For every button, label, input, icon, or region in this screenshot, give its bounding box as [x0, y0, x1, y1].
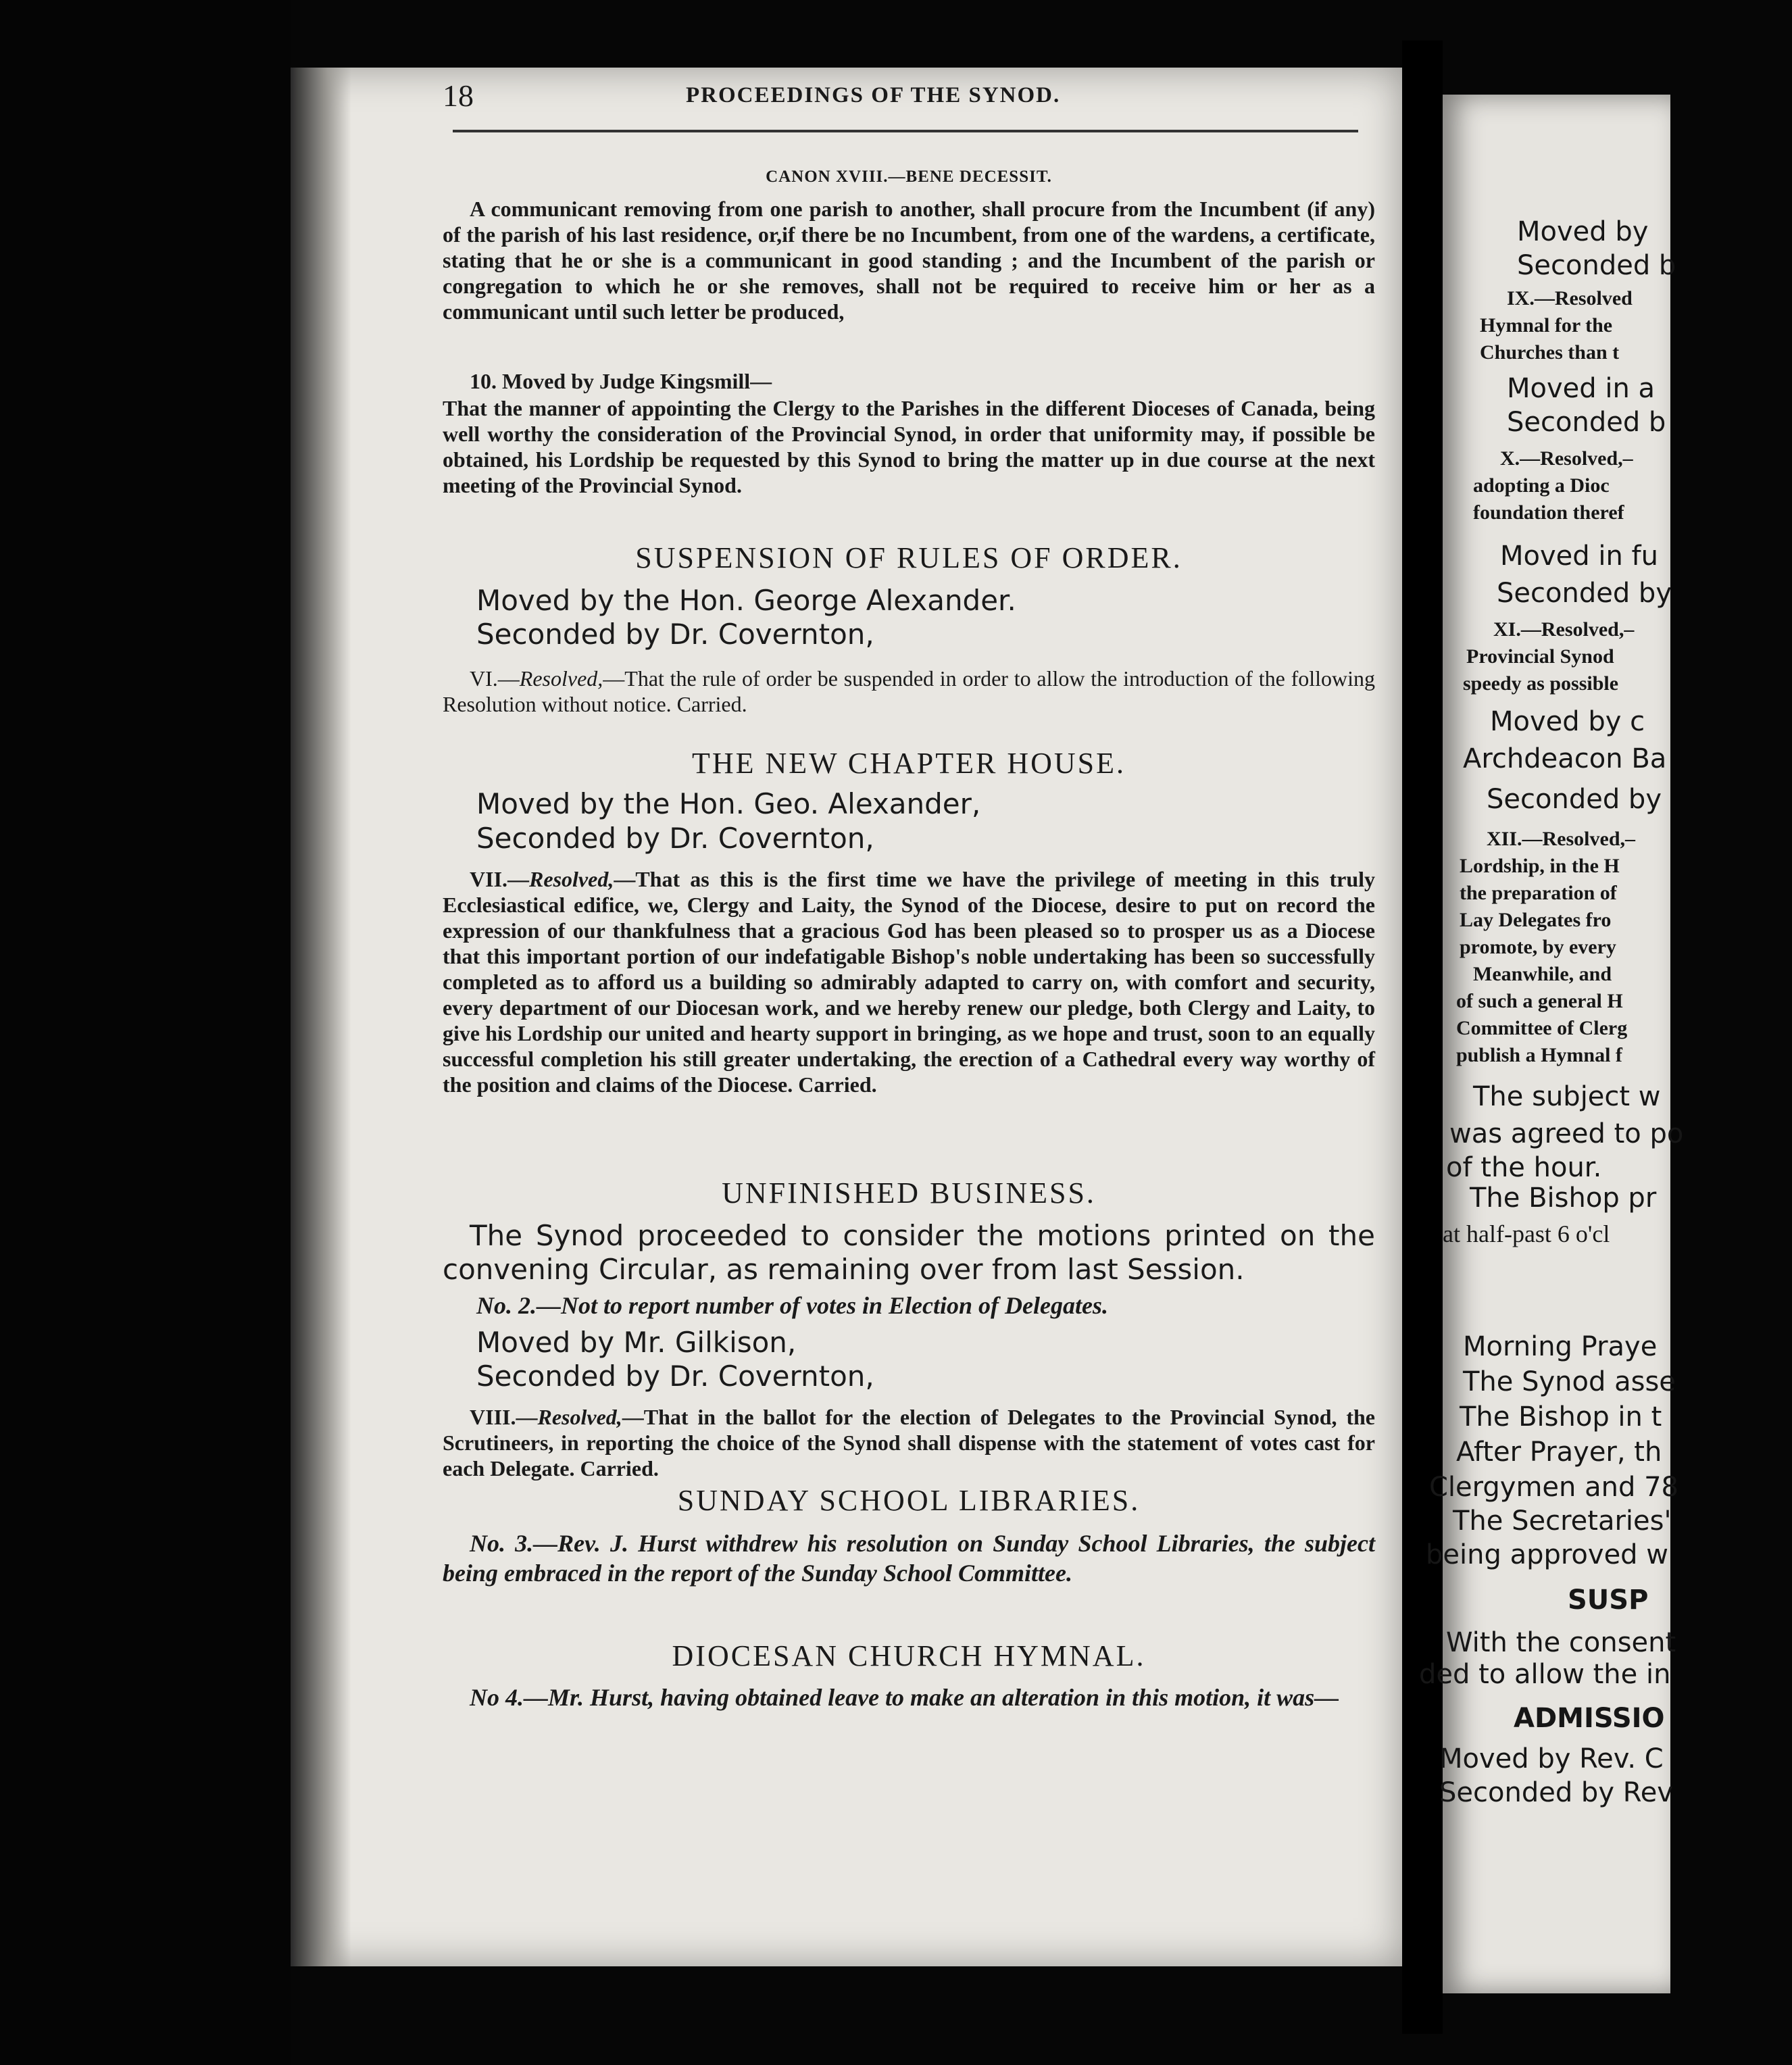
right-line: With the consent	[1446, 1627, 1676, 1658]
right-line: Lay Delegates fro	[1460, 909, 1612, 931]
right-line: speedy as possible	[1463, 672, 1619, 695]
right-line: Meanwhile, and	[1473, 963, 1612, 985]
item10-text: That the manner of appointing the Clergy to the Parishes in the different Dioceses of Canada, being well worthy the consideration of the Provincial Synod, in order that uniformity may, if possible be obtained, his Lordship be requested by this Synod to bring the matter up in due course at the next meeting of the Provincial Synod.	[443, 396, 1375, 497]
resolution-number: VII.—	[470, 867, 530, 891]
right-line: of the hour.	[1446, 1152, 1602, 1183]
right-line: Churches than t	[1480, 341, 1620, 364]
right-line: ADMISSIO	[1514, 1703, 1665, 1734]
right-line: Hymnal for the	[1480, 314, 1613, 337]
right-line: the preparation of	[1460, 882, 1617, 904]
chapter-house-heading: THE NEW CHAPTER HOUSE.	[691, 747, 1126, 780]
right-line: adopting a Dioc	[1473, 474, 1610, 497]
right-line: Morning Praye	[1463, 1331, 1658, 1362]
right-line: Seconded b	[1517, 250, 1676, 281]
right-line: Committee of Clerg	[1456, 1017, 1628, 1039]
right-line: was agreed to po	[1449, 1118, 1684, 1149]
right-line: Seconded by	[1487, 784, 1662, 815]
resolution-number: VIII.—	[470, 1405, 538, 1429]
film-margin-left	[0, 0, 291, 2065]
canon-text: A communicant removing from one parish to another, shall procure from the Incumbent (if any) of the parish of his last residence, or,if there be no Incumbent, from one of the wardens, a certificate, stating that he or she is a communicant in good standing ; and the Incumbent of the parish or congregation to which he or she removes, shall not be required to receive him or her as a communicant until such letter be produced,	[443, 197, 1375, 324]
right-line: being approved w	[1426, 1539, 1669, 1570]
right-line: at half-past 6 o'cl	[1443, 1220, 1610, 1247]
resolved-word: Resolved,	[529, 867, 614, 891]
right-line: Moved by c	[1490, 706, 1645, 737]
right-line: Clergymen and 78	[1429, 1472, 1678, 1503]
right-line: Lordship, in the H	[1460, 855, 1620, 877]
resolution-text: —That the rule of order be suspended in order to allow the introduction of the following Resolution without notice. Carried.	[443, 666, 1375, 716]
resolution-text: —That as this is the first time we have the privilege of meeting in this truly Ecclesiastical edifice, we, Clergy and Laity, the Synod of the Diocese, desire to put on record the expression of our thankfulness that a gracious God has been pleased so to prosper us as a Diocese that this important portion of our indefatigable Bishop's noble undertaking has been so successfully completed as to afford us a building so admirably adapted to carry on, with comfort and security, every department of our Diocesan work, and we hereby renew our pledge, both Clergy and Laity, to give his Lordship our united and hearty support in bringing, as we hope and trust, soon to an equally successful completion his still greater undertaking, the erection of a Cathedral every way worthy of the position and claims of the Diocese. Carried.	[443, 867, 1375, 1097]
hymnal-heading: DIOCESAN CHURCH HYMNAL.	[672, 1639, 1146, 1672]
right-line: Moved by Rev. C	[1439, 1743, 1664, 1774]
resolved-word: Resolved,	[537, 1405, 622, 1429]
right-line: After Prayer, th	[1456, 1437, 1662, 1468]
right-line: The Secretaries'	[1453, 1506, 1672, 1537]
running-header	[443, 78, 1375, 118]
running-title: PROCEEDINGS OF THE SYNOD.	[686, 83, 1061, 107]
canon-heading: CANON XVIII.—BENE DECESSIT.	[766, 168, 1052, 186]
suspension-seconded: Seconded by Dr. Covernton,	[476, 618, 874, 651]
right-line: XII.—Resolved,–	[1487, 828, 1636, 850]
right-line: XI.—Resolved,–	[1493, 618, 1635, 641]
chapter-house-seconded: Seconded by Dr. Covernton,	[476, 822, 874, 855]
resolution-number: VI.—	[470, 666, 520, 691]
chapter-house-moved: Moved by the Hon. Geo. Alexander,	[476, 787, 981, 820]
unfinished-text: The Synod proceeded to consider the motions printed on the convening Circular, as remaining over from last Session.	[443, 1219, 1375, 1286]
resolution-viii	[443, 1404, 1375, 1481]
suspension-moved: Moved by the Hon. George Alexander.	[476, 584, 1016, 617]
unfinished-seconded: Seconded by Dr. Covernton,	[476, 1360, 874, 1393]
right-line: X.—Resolved,–	[1500, 447, 1633, 470]
page-number: 18	[443, 78, 474, 113]
right-line: foundation theref	[1473, 501, 1624, 524]
unfinished-moved: Moved by Mr. Gilkison,	[476, 1326, 797, 1359]
hymnal-text: No 4.—Mr. Hurst, having obtained leave to make an alteration in this motion, it was—	[470, 1684, 1339, 1711]
right-line: Moved in a	[1507, 373, 1656, 404]
right-line: Provincial Synod	[1466, 645, 1614, 668]
right-line: The subject w	[1473, 1081, 1661, 1112]
header-rule	[453, 130, 1358, 132]
resolution-vi	[443, 666, 1375, 717]
unfinished-heading: UNFINISHED BUSINESS.	[722, 1176, 1096, 1210]
right-line: IX.—Resolved	[1507, 287, 1633, 309]
libraries-heading: SUNDAY SCHOOL LIBRARIES.	[677, 1484, 1141, 1517]
right-line: promote, by every	[1460, 936, 1616, 958]
right-line: Seconded by Rev	[1439, 1777, 1673, 1808]
right-line: The Synod asse	[1463, 1366, 1676, 1397]
right-line: Seconded b	[1507, 407, 1666, 438]
right-line: Seconded by	[1497, 578, 1672, 609]
right-line: publish a Hymnal f	[1456, 1044, 1622, 1066]
item10-intro: 10. Moved by Judge Kingsmill—	[470, 369, 772, 393]
right-line: Archdeacon Ba	[1463, 743, 1667, 774]
right-line: Moved by	[1517, 216, 1649, 247]
right-line: The Bishop in t	[1460, 1401, 1662, 1433]
right-line: SUSP	[1568, 1585, 1649, 1616]
libraries-text: No. 3.—Rev. J. Hurst withdrew his resolution on Sunday School Libraries, the subject being embraced in the report of the Sunday School Committee.	[443, 1530, 1375, 1587]
resolved-word: Resolved,	[519, 666, 603, 691]
suspension-heading: SUSPENSION OF RULES OF ORDER.	[635, 541, 1183, 574]
right-line: Moved in fu	[1500, 541, 1658, 572]
book-gutter	[1402, 41, 1443, 2034]
resolution-text: —That in the ballot for the election of Delegates to the Provincial Synod, the Scrutineers, in reporting the choice of the Synod shall dispense with the statement of votes cast for each Delegate. Carried.	[443, 1405, 1375, 1481]
right-line: The Bishop pr	[1470, 1183, 1657, 1214]
left-page-binding-shadow	[291, 68, 351, 1966]
resolution-vii	[443, 866, 1375, 1097]
no2-title: No. 2.—Not to report number of votes in Election of Delegates.	[476, 1292, 1108, 1319]
right-line: of such a general H	[1456, 990, 1623, 1012]
right-line: ded to allow the in	[1419, 1659, 1671, 1690]
